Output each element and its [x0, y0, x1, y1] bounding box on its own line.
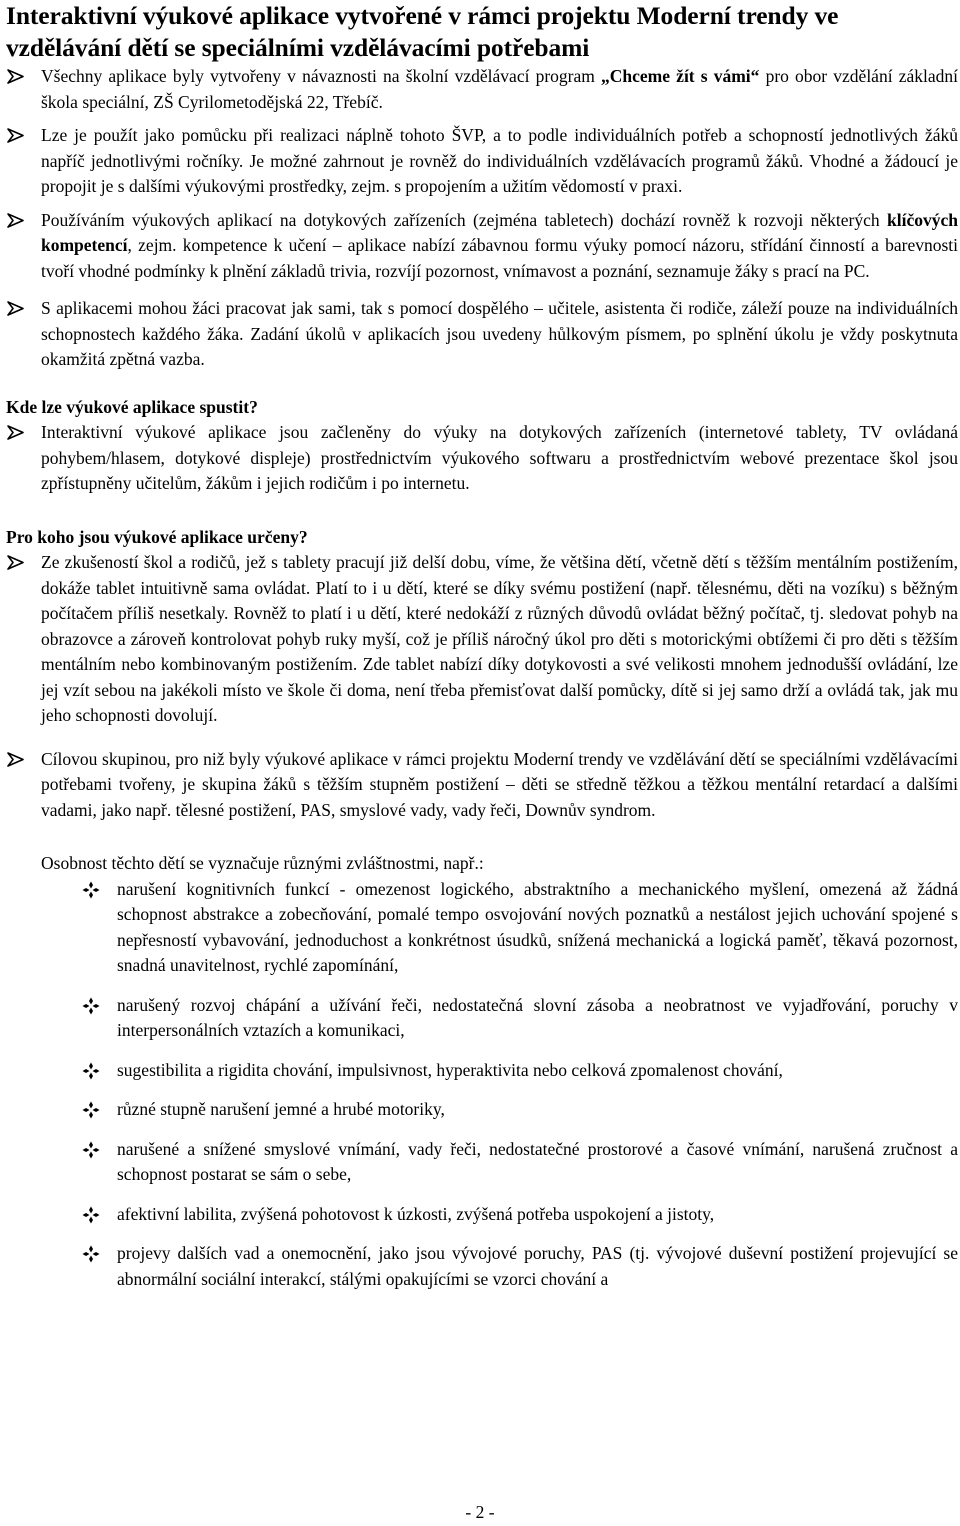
trait-item-6-text: afektivní labilita, zvýšená pohotovost k úzkosti, zvýšená potřeba uspokojení a jistoty,	[117, 1203, 715, 1224]
trait-item-2-text: narušený rozvoj chápání a užívání řeči, nedostatečná slovní zásoba a neobratnost ve vyjadřování, poruchy v interpersonálních vztazích a komunikaci,	[117, 994, 958, 1040]
arrowhead-bullet-icon	[6, 296, 26, 321]
trait-item-3-text: sugestibilita a rigidita chování, impulsivnost, hyperaktivita nebo celková zpomalenost chování,	[117, 1059, 783, 1080]
who-bullet-1	[6, 550, 958, 729]
arrowhead-bullet-icon	[6, 420, 26, 445]
traits-intro: Osobnost těchto dětí se vyznačuje různými zvláštnostmi, např.:	[41, 853, 484, 873]
trait-item-6	[6, 1202, 958, 1228]
trait-item-5-text: narušené a snížené smyslové vnímání, vady řeči, nedostatečné prostorové a časové vnímání, narušená zručnost a schopnost postarat se sám o sebe,	[117, 1138, 958, 1184]
trait-item-5	[6, 1137, 958, 1188]
trait-item-7	[6, 1241, 958, 1292]
trait-item-2	[6, 993, 958, 1044]
diamond-bullet-icon	[82, 881, 100, 899]
trait-item-1-text: narušení kognitivních funkcí - omezenost logického, abstraktního a mechanického myšlení, omezená až žádná schopnost abstrakce a zobecňování, pomalé tempo osvojování nových poznatků a nestálost jejich uchování spojené s nepřesností vybavování, jednoduchost a konkrétnost úsudků, snížená mechanická a logická paměť, těkavá pozornost, snadná unavitelnost, rychlé zapomínání,	[117, 878, 958, 975]
diamond-bullet-icon	[82, 1206, 100, 1224]
who-bullet-1-text: Ze zkušeností škol a rodičů, jež s tablety pracují již delší dobu, víme, že většina dětí, včetně dětí s těžším mentálním postižením, dokáže tablet intuitivně sama ovládat. Platí to i u dětí, které se díky svému postižení (např. tělesnému, děti na vozíku) s běžným počítačem příliš nesetkaly. Rovněž to platí i u dětí, které nedokáží z různých důvodů ovládat běžný počítač, tj. sledovat pohyb na obrazovce a zároveň kontrolovat pohyb ruky myší, což je příliš náročný úkol pro děti s motorickými obtížemi či pro děti s těžším mentálním nebo kombinovaným postižením. Zde tablet nabízí díky dotykovosti a své velikosti mnohem jednodušší ovládání, lze jej vzít sebou na jakékoli místo ve škole či doma, není třeba přemisťovat další pomůcky, dítě si jej samo drží a ovládá tak, jak mu jeho schopnosti dovolují.	[41, 552, 958, 725]
arrowhead-bullet-icon	[6, 550, 26, 575]
document-page	[6, 0, 958, 1292]
diamond-bullet-icon	[82, 1062, 100, 1080]
intro-bullet-2-text: Lze je použít jako pomůcku při realizaci náplně tohoto ŠVP, a to podle individuálních potřeb a schopností jednotlivých žáků napříč jednotlivými ročníky. Je možné zahrnout je rovněž do individuálních vzdělávacích programů žáků. Vhodné a žádoucí je propojit je s dalšími výukovými prostředky, zejm. s propojením a užitím vědomostí v praxi.	[41, 125, 958, 196]
document-title: Interaktivní výukové aplikace vytvořené v rámci projektu Moderní trendy ve vzdělávání dětí se speciálními vzdělávacími potřebami	[6, 1, 839, 62]
trait-item-3	[6, 1058, 958, 1084]
key-competences: klíčových kompetencí	[41, 209, 958, 255]
section-heading-where: Kde lze výukové aplikace spustit?	[6, 396, 258, 417]
trait-item-4	[6, 1097, 958, 1123]
arrowhead-bullet-icon	[6, 747, 26, 772]
page-number: - 2 -	[465, 1502, 495, 1522]
intro-bullet-3	[6, 208, 958, 285]
who-bullet-2-text: Cílovou skupinou, pro niž byly výukové aplikace v rámci projektu Moderní trendy ve vzdělávání dětí se speciálními vzdělávacími potřebami tvořeny, je skupina žáků s těžším stupněm postižení – děti se středně těžkou a těžkou mentální retardací a dalšími vadami, jako např. tělesné postižení, PAS, smyslové vady, vady řeči, Downův syndrom.	[41, 748, 958, 820]
arrowhead-bullet-icon	[6, 64, 26, 89]
trait-item-4-text: různé stupně narušení jemné a hrubé motoriky,	[117, 1099, 445, 1119]
intro-bullet-1-text: Všechny aplikace byly vytvořeny v návaznosti na školní vzdělávací program	[41, 66, 602, 86]
diamond-bullet-icon	[82, 997, 100, 1015]
trait-item-1	[6, 877, 958, 979]
where-bullet	[6, 420, 958, 497]
intro-bullet-1	[6, 64, 958, 115]
diamond-bullet-icon	[82, 1245, 100, 1263]
intro-bullet-2	[6, 123, 958, 200]
where-bullet-text: Interaktivní výukové aplikace jsou začleněny do výuky na dotykových zařízeních (internetové tablety, TV ovládaná pohybem/hlasem, dotykové displeje) prostřednictvím výukového softwaru a prostřednictvím webové prezentace škol jsou zpřístupněny učitelům, žákům i jejich rodičům i po internetu.	[41, 422, 958, 493]
diamond-bullet-icon	[82, 1141, 100, 1159]
program-name: „Chceme žít s vámi“	[601, 66, 760, 86]
who-bullet-2	[6, 747, 958, 824]
intro-bullet-4-text: S aplikacemi mohou žáci pracovat jak sami, tak s pomocí dospělého – učitele, asistenta či rodiče, záleží pouze na individuálních schopnostech každého žáka. Zadání úkolů v aplikacích jsou uvedeny hůlkovým písmem, po splnění úkolu je vždy poskytnuta okamžitá zpětná vazba.	[41, 298, 958, 369]
intro-bullet-3-text: Používáním výukových aplikací na dotykových zařízeních (zejména tabletech) dochází rovněž k rozvoji některých	[41, 209, 888, 230]
arrowhead-bullet-icon	[6, 123, 26, 148]
diamond-bullet-icon	[82, 1101, 100, 1119]
intro-bullet-1-text-end: pro obor vzdělání základní škola speciální, ZŠ Cyrilometodějská 22, Třebíč.	[41, 66, 958, 112]
intro-bullet-3-text-end: , zejm. kompetence k učení – aplikace nabízí zábavnou formu výuky pomocí názoru, střídání činností a barevnosti tvoří vhodné podmínky k plnění základů trivia, rozvíjí pozornost, vnímavost a poznání, seznamuje žáky s prací na PC.	[41, 235, 958, 281]
intro-bullet-4	[6, 296, 958, 373]
section-heading-who: Pro koho jsou výukové aplikace určeny?	[6, 526, 308, 547]
trait-item-7-text: projevy dalších vad a onemocnění, jako jsou vývojové poruchy, PAS (tj. vývojové duševní postižení projevující se abnormální sociální interakcí, stálými opakujícími se vzorci chování a	[117, 1243, 958, 1289]
arrowhead-bullet-icon	[6, 208, 26, 233]
